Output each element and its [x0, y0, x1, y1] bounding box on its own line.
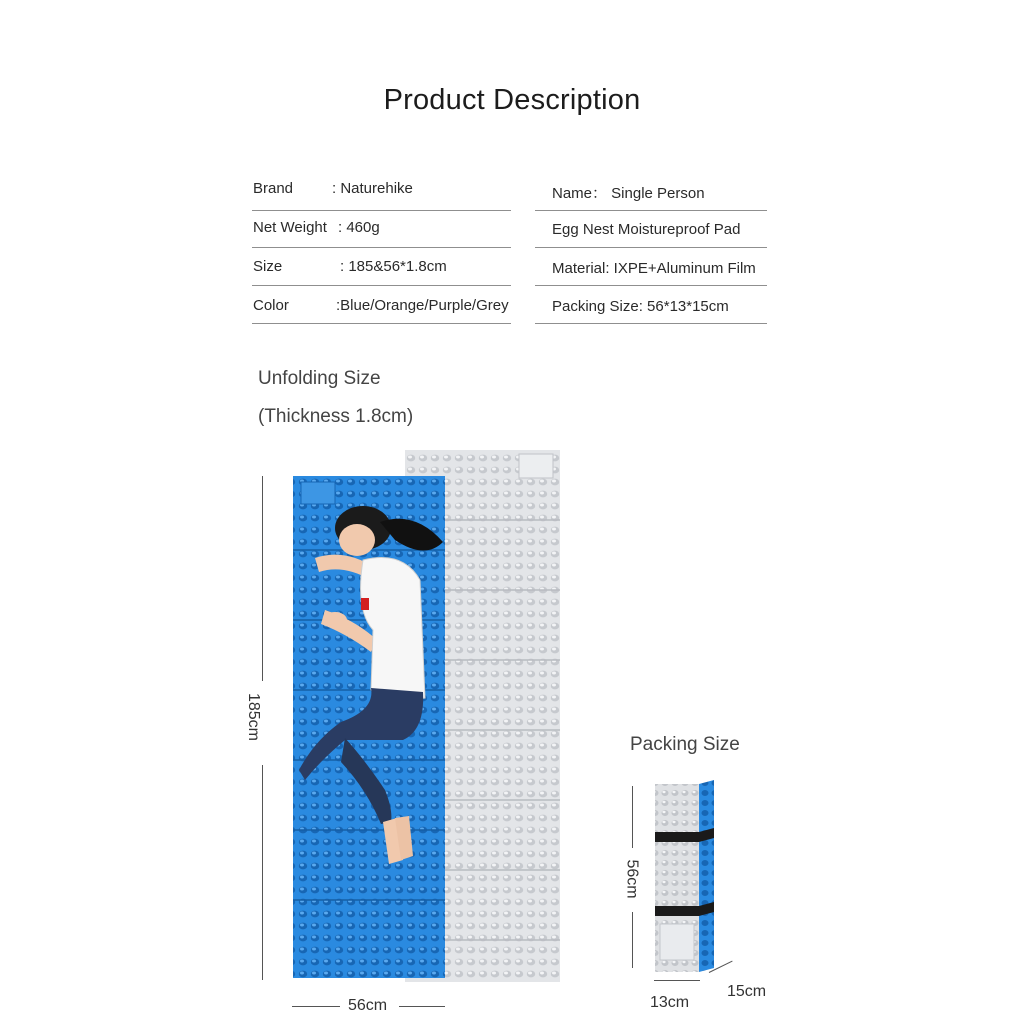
divider — [252, 323, 511, 324]
spec-value-color: :Blue/Orange/Purple/Grey — [336, 297, 509, 314]
width-dimension-line-right — [399, 1006, 445, 1007]
spec-name-continued: Egg Nest Moistureproof Pad — [552, 221, 741, 238]
thickness-subheading: (Thickness 1.8cm) — [258, 406, 414, 427]
packing-size-heading: Packing Size — [630, 734, 740, 755]
packed-pad-illustration — [650, 778, 740, 988]
packing-depth-label: 15cm — [727, 983, 767, 1000]
length-dimension-line-bottom — [262, 765, 263, 980]
spec-label-net-weight: Net Weight — [253, 219, 327, 236]
spec-name: Name： Single Person — [552, 185, 705, 202]
divider — [535, 285, 767, 286]
packing-width-line — [654, 980, 700, 981]
spec-value-size: : 185&56*1.8cm — [340, 258, 447, 275]
spec-packing-size: Packing Size: 56*13*15cm — [552, 298, 729, 315]
divider — [535, 210, 767, 211]
packing-height-label: 56cm — [623, 859, 641, 899]
spec-material: Material: IXPE+Aluminum Film — [552, 260, 756, 277]
packing-height-line-bottom — [632, 912, 633, 968]
packing-width-label: 13cm — [650, 994, 690, 1011]
unfolding-size-heading: Unfolding Size — [258, 368, 381, 389]
width-label: 56cm — [348, 997, 388, 1014]
divider — [535, 323, 767, 324]
divider — [535, 247, 767, 248]
spec-label-size: Size — [253, 258, 283, 275]
divider — [252, 210, 511, 211]
length-dimension-line-top — [262, 476, 263, 681]
spec-value-net-weight: : 460g — [338, 219, 380, 236]
spec-label-color: Color — [253, 297, 289, 314]
divider — [252, 247, 511, 248]
divider — [252, 285, 511, 286]
unfolded-pad-illustration — [285, 440, 575, 985]
spec-value-brand: : Naturehike — [332, 180, 413, 197]
page-title: Product Description — [383, 84, 641, 116]
packing-height-line-top — [632, 786, 633, 848]
spec-label-brand: Brand — [253, 180, 294, 197]
length-label: 185cm — [245, 692, 263, 742]
width-dimension-line-left — [292, 1006, 340, 1007]
